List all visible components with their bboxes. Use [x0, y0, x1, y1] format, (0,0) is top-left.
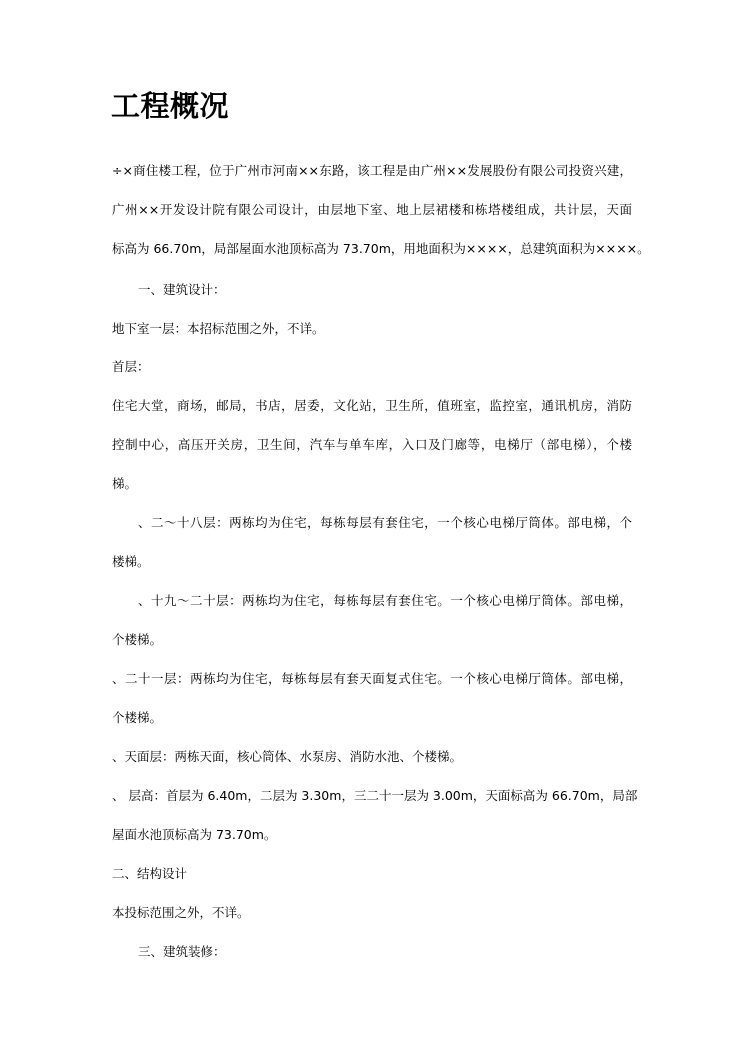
- structure-line: 本投标范围之外，不详。: [112, 905, 250, 920]
- section-heading-decoration: 三、建筑装修：: [138, 944, 226, 959]
- storey-height-line-2: 屋面水池顶标高为 73.70m。: [112, 827, 277, 842]
- ground-floor-line-2: 控制中心，高压开关房，卫生间，汽车与单车库，入口及门廊等，电梯厅（部电梯），个楼: [112, 437, 632, 452]
- ground-floor-line-3: 梯。: [112, 476, 138, 491]
- page-title: 工程概况: [111, 89, 230, 123]
- floor-21-line-2: 个楼梯。: [112, 710, 163, 725]
- floors-19-20-line-1: 、十九～二十层：两栋均为住宅，每栋每层有套住宅。一个核心电梯厅筒体。部电梯，: [138, 593, 632, 608]
- overview-line-1: ÷×商住楼工程，位于广州市河南××东路，该工程是由广州××发展股份有限公司投资兴建，: [112, 163, 632, 178]
- basement-line: 地下室一层：本招标范围之外，不详。: [112, 321, 325, 336]
- ground-floor-heading: 首层：: [112, 359, 150, 374]
- floor-21-line-1: 、二十一层：两栋均为住宅，每栋每层有套天面复式住宅。一个核心电梯厅筒体。部电梯，: [112, 671, 632, 686]
- section-heading-structure: 二、结构设计: [112, 866, 188, 881]
- ground-floor-line-1: 住宅大堂，商场，邮局，书店，居委，文化站，卫生所，值班室，监控室，通讯机房，消防: [112, 398, 632, 413]
- floors-2-18-line-1: 、二～十八层：两栋均为住宅，每栋每层有套住宅，一个核心电梯厅筒体。部电梯，个: [138, 515, 632, 530]
- floors-2-18-line-2: 楼梯。: [112, 554, 150, 569]
- roof-level-line: 、天面层：两栋天面，核心筒体、水泵房、消防水池、个楼梯。: [112, 749, 463, 764]
- floors-19-20-line-2: 个楼梯。: [112, 632, 163, 647]
- section-heading-architecture: 一、建筑设计：: [138, 282, 226, 297]
- storey-height-line-1: 、 层高：首层为 6.40m，二层为 3.30m，三二十一层为 3.00m，天面标高为 66.70m，局部: [112, 788, 638, 803]
- overview-line-3: 标高为 66.70m，局部屋面水池顶标高为 73.70m，用地面积为××××，总建筑面积为××××。: [112, 241, 650, 256]
- overview-line-2: 广州××开发设计院有限公司设计，由层地下室、地上层裙楼和栋塔楼组成，共计层，天面: [112, 202, 632, 217]
